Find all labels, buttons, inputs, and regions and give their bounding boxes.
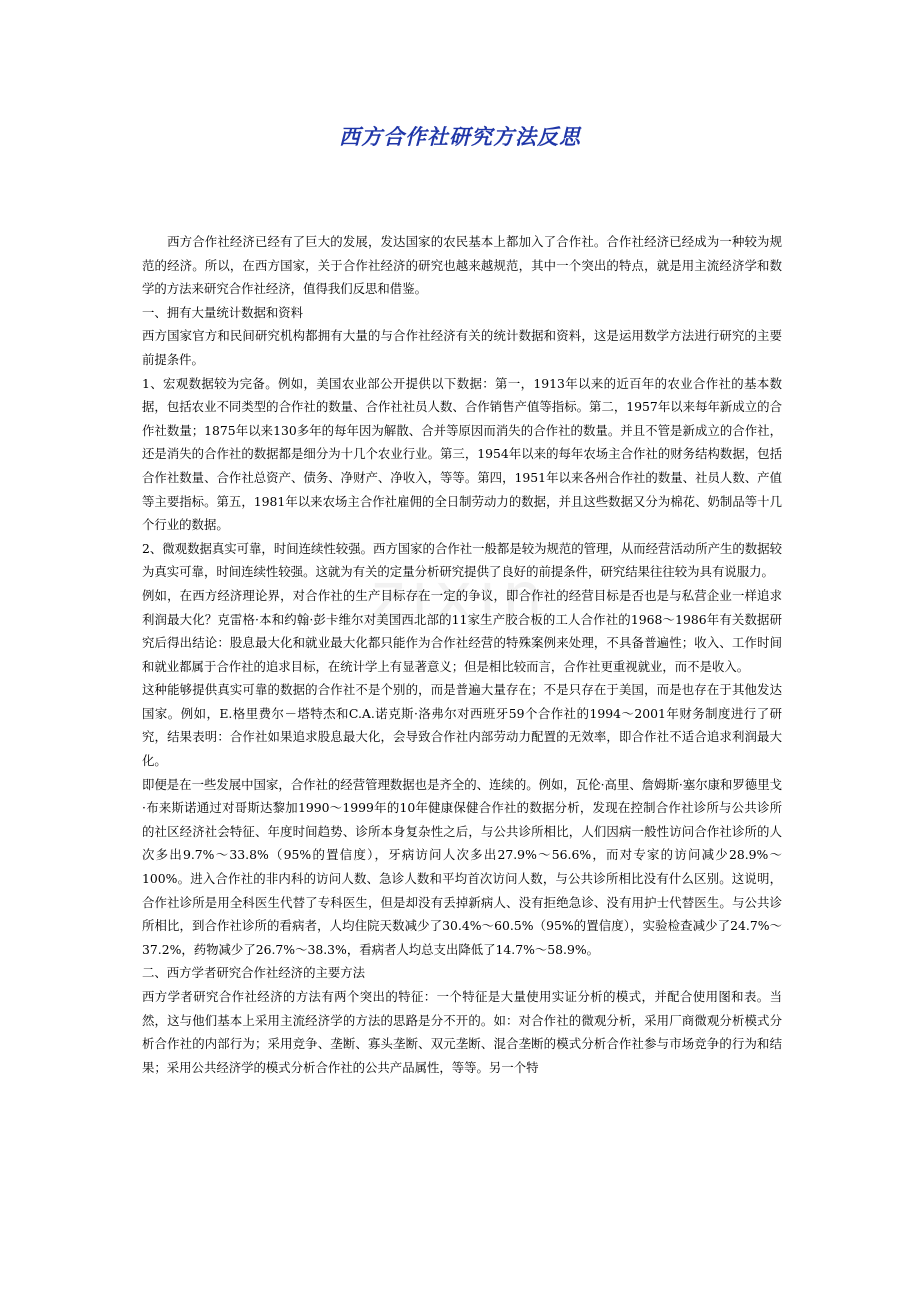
paragraph: 即便是在一些发展中国家，合作社的经营管理数据也是齐全的、连续的。例如，瓦伦·高里、詹姆斯·塞尔康和罗德里戈·布来斯诺通过对哥斯达黎加1990～1999年的10年健康保健合作社的数据分析，发现在控制合作社诊所与公共诊所的社区经济社会特征、年度时间趋势、诊所本身复杂性之后，与公共诊所相比，人们因病一般性访问合作社诊所的人次多出9.7%～33.8%（95%的置信度），牙病访问人次多出27.9%～56.6%，而对专家的访问减少28.9%～100%。进入合作社的非内科的访问人数、急诊人数和平均首次访问人数，与公共诊所相比没有什么区别。这说明，合作社诊所是用全科医生代替了专科医生，但是却没有丢掉新病人、没有拒绝急诊、没有用护士代替医生。与公共诊所相比，到合作社诊所的看病者，人均住院天数减少了30.4%～60.5%（95%的置信度），实验检查减少了24.7%～37.2%，药物减少了26.7%～38.3%，看病者人均总支出降低了14.7%～58.9%。: [142, 776, 782, 957]
document-body: [142, 230, 782, 1079]
paragraph: 例如，在西方经济理论界，对合作社的生产目标存在一定的争议，即合作社的经营目标是否也是与私营企业一样追求利润最大化？克雷格·本和约翰·彭卡维尔对美国西北部的11家生产胶合板的工人合作社的1968～1986年有关数据研究后得出结论：股息最大化和就业最大化都只能作为合作社经营的特殊案例来处理，不具备普遍性；收入、工作时间和就业都属于合作社的追求目标，在统计学上有显著意义；但是相比较而言，合作社更重视就业，而不是收入。: [142, 587, 782, 674]
paragraph: 1、宏观数据较为完备。例如，美国农业部公开提供以下数据：第一，1913年以来的近百年的农业合作社的基本数据，包括农业不同类型的合作社的数量、合作社社员人数、合作销售产值等指标。第二，1957年以来每年新成立的合作社数量；1875年以来130多年的每年因为解散、合并等原因而消失的合作社的数量。并且不管是新成立的合作社，还是消失的合作社的数据都是细分为十几个农业行业。第三，1954年以来的每年农场主合作社的财务结构数据，包括合作社数量、合作社总资产、债务、净财产、净收入，等等。第四，1951年以来各州合作社的数量、社员人数、产值等主要指标。第五，1981年以来农场主合作社雇佣的全日制劳动力的数据，并且这些数据又分为棉花、奶制品等十几个行业的数据。: [142, 375, 782, 533]
paragraph: 2、微观数据真实可靠，时间连续性较强。西方国家的合作社一般都是较为规范的管理，从而经营活动所产生的数据较为真实可靠，时间连续性较强。这就为有关的定量分析研究提供了良好的前提条件，研究结果往往较为具有说服力。: [142, 540, 782, 580]
paragraph: 西方国家官方和民间研究机构都拥有大量的与合作社经济有关的统计数据和资料，这是运用数学方法进行研究的主要前提条件。: [142, 328, 782, 367]
watermark: zixin: [371, 560, 549, 634]
paragraph-intro: 西方合作社经济已经有了巨大的发展，发达国家的农民基本上都加入了合作社。合作社经济已经成为一种较为规范的经济。所以，在西方国家，关于合作社经济的研究也越来越规范，其中一个突出的特点，就是用主流经济学和数学的方法来研究合作社经济，值得我们反思和借鉴。: [142, 234, 782, 297]
paragraph: 这种能够提供真实可靠的数据的合作社不是个别的，而是普遍大量存在；不是只存在于美国，而是也存在于其他发达国家。例如，E.格里费尔－塔特杰和C.A.诺克斯·洛弗尔对西班牙59个合作社的1994～2001年财务制度进行了研究，结果表明：合作社如果追求股息最大化，会导致合作社内部劳动力配置的无效率，即合作社不适合追求利润最大化。: [142, 682, 782, 769]
paragraph: 西方学者研究合作社经济的方法有两个突出的特征：一个特征是大量使用实证分析的模式，并配合使用图和表。当然，这与他们基本上采用主流经济学的方法的思路是分不开的。如：对合作社的微观分析，采用厂商微观分析模式分析合作社的内部行为；采用竞争、垄断、寡头垄断、双元垄断、混合垄断的模式分析合作社参与市场竞争的行为和结果；采用公共经济学的模式分析合作社的公共产品属性，等等。另一个特: [142, 989, 782, 1075]
document-title: 西方合作社研究方法反思: [339, 124, 581, 149]
section-heading-2: 二、西方学者研究合作社经济的主要方法: [142, 965, 366, 981]
section-heading-1: 一、拥有大量统计数据和资料: [142, 304, 304, 320]
